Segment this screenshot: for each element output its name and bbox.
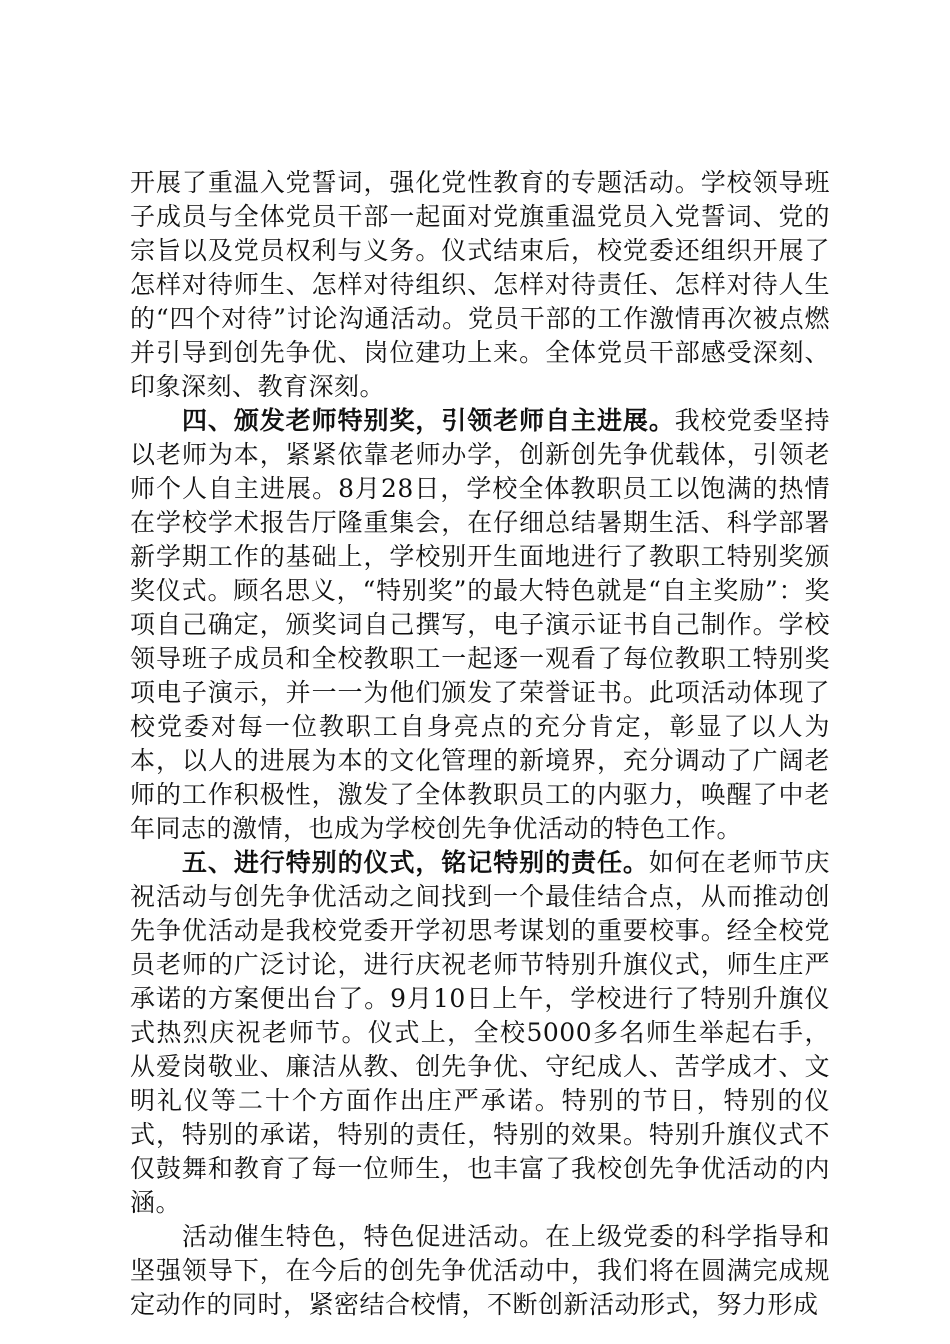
paragraph-text: 开展了重温入党誓词，强化党性教育的专题活动。学校领导班子成员与全体党员干部一起面对党旗重温党员入党誓词、党的宗旨以及党员权利与义务。仪式结束后，校党委还组织开展了怎样对待师生、怎样对待组织、怎样对待责任、怎样对待人生的“四个对待”讨论沟通活动。党员干部的工作激情再次被点燃并引导到创先争优、岗位建功上来。全体党员干部感受深刻、印象深刻、教育深刻。 — [130, 168, 830, 401]
paragraph-text: 我校党委坚持以老师为本，紧紧依靠老师办学，创新创先争优载体，引领老师个人自主进展。8月28日，学校全体教职员工以饱满的热情在学校学术报告厅隆重集会，在仔细总结暑期生活、科学部署新学期工作的基础上，学校别开生面地进行了教职工特别奖颁奖仪式。顾名思义，“特别奖”的最大特色就是“自主奖励”：奖项自己确定，颁奖词自己撰写，电子演示证书自己制作。学校领导班子成员和全校教职工一起逐一观看了每位教职工特别奖项电子演示，并一一为他们颁发了荣誉证书。此项活动体现了校党委对每一位教职工自身亮点的充分肯定，彰显了以人为本，以人的进展为本的文化管理的新境界，充分调动了广阔老师的工作积极性，激发了全体教职员工的内驱力，唤醒了中老年同志的激情，也成为学校创先争优活动的特色工作。 — [130, 406, 830, 843]
section-heading: 五、进行特别的仪式，铭记特别的责任。 — [182, 848, 649, 877]
section-heading: 四、颁发老师特别奖，引领老师自主进展。 — [182, 406, 675, 435]
paragraph-continued — [130, 166, 830, 404]
paragraph-text: 如何在老师节庆祝活动与创先争优活动之间找到一个最佳结合点，从而推动创先争优活动是我校党委开学初思考谋划的重要校事。经全校党员老师的广泛讨论，进行庆祝老师节特别升旗仪式，师生庄严承诺的方案便出台了。9月10日上午，学校进行了特别升旗仪式热烈庆祝老师节。仪式上，全校5000多名师生举起右手，从爱岗敬业、廉洁从教、创先争优、守纪成人、苦学成才、文明礼仪等二十个方面作出庄严承诺。特别的节日，特别的仪式，特别的承诺，特别的责任，特别的效果。特别升旗仪式不仅鼓舞和教育了每一位师生，也丰富了我校创先争优活动的内涵。 — [130, 848, 830, 1217]
document-body — [130, 166, 830, 1322]
paragraph-text: 活动催生特色，特色促进活动。在上级党委的科学指导和坚强领导下，在今后的创先争优活动中，我们将在圆满完成规定动作的同时，紧密结合校情，不断创新活动形式，努力形成 — [130, 1222, 830, 1319]
paragraph-section-five — [130, 846, 830, 1220]
paragraph-conclusion — [130, 1220, 830, 1322]
paragraph-section-four — [130, 404, 830, 846]
